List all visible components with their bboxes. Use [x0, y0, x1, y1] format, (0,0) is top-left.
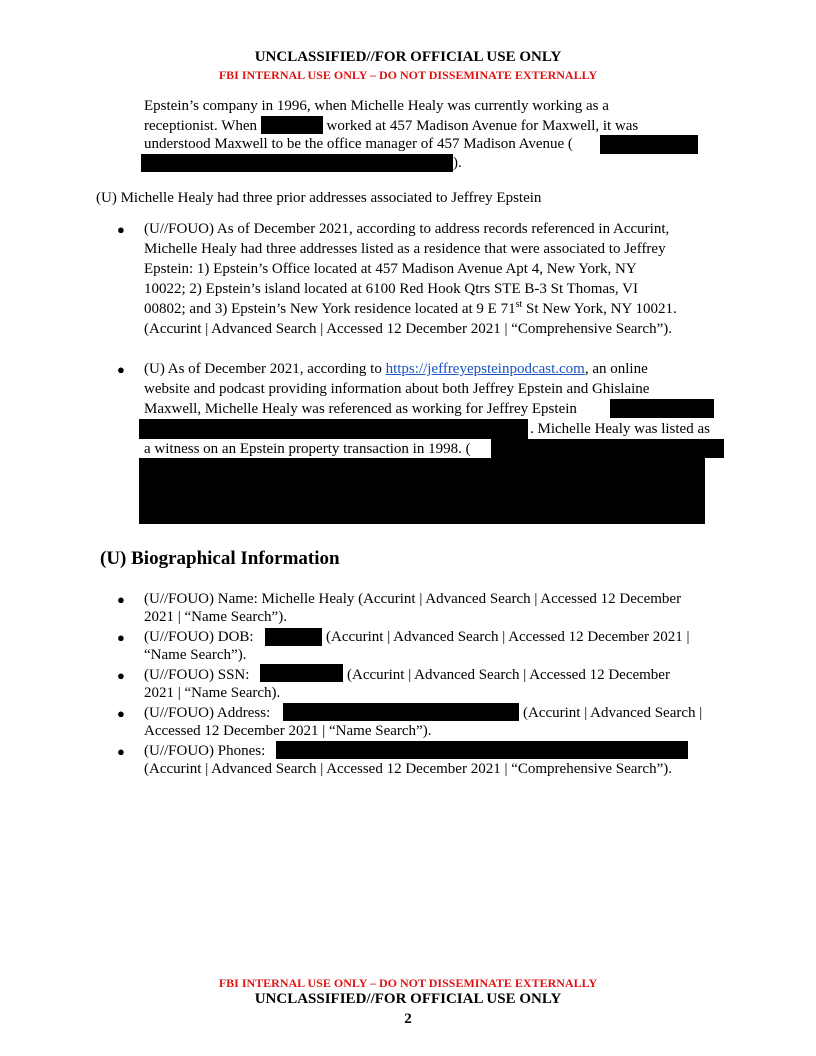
- header-classification: UNCLASSIFIED//FOR OFFICIAL USE ONLY: [254, 49, 562, 65]
- paragraph-text: 00802; and 3) Epstein’s New York residence located at 9 E 71: [144, 301, 516, 317]
- paragraph-text: understood Maxwell to be the office manager of 457 Madison Avenue (: [144, 136, 573, 152]
- field-label-ssn: (U//FOUO) SSN:: [144, 667, 250, 683]
- bullet-icon: ●: [117, 630, 125, 645]
- paragraph-line: 2021 | “Name Search”).: [144, 609, 287, 625]
- redaction-block: [265, 628, 322, 646]
- field-label-address: (U//FOUO) Address:: [144, 705, 271, 721]
- paragraph-line: 10022; 2) Epstein’s island located at 6100 Red Hook Qtrs STE B-3 St Thomas, VI: [144, 281, 638, 297]
- paragraph-line: [144, 300, 677, 319]
- paragraph-line: [144, 666, 249, 685]
- bullet-icon: ●: [117, 592, 125, 607]
- paragraph-line: Maxwell, Michelle Healy was referenced as working for Jeffrey Epstein: [144, 401, 577, 417]
- paragraph-line: website and podcast providing information about both Jeffrey Epstein and Ghislaine: [144, 381, 650, 397]
- footer-handling-caveat: FBI INTERNAL USE ONLY – DO NOT DISSEMINATE EXTERNALLY: [218, 976, 598, 990]
- page-number: 2: [404, 1011, 412, 1027]
- field-label-dob: (U//FOUO) DOB:: [144, 629, 254, 645]
- section-heading-biographical-information: (U) Biographical Information: [100, 548, 340, 569]
- paragraph-line: [144, 116, 638, 136]
- paragraph-line: (U//FOUO) Name: Michelle Healy (Accurint | Advanced Search | Accessed 12 December: [144, 591, 682, 607]
- paragraph-line: 2021 | “Name Search).: [144, 685, 281, 701]
- paragraph-line: Accessed 12 December 2021 | “Name Search”).: [144, 723, 432, 739]
- redaction-block: [283, 703, 519, 721]
- paragraph-line: [144, 742, 265, 761]
- bullet-icon: ●: [117, 362, 125, 377]
- redaction-block: [139, 458, 705, 524]
- header-handling-caveat: FBI INTERNAL USE ONLY – DO NOT DISSEMINATE EXTERNALLY: [218, 68, 598, 82]
- redaction-block: [139, 419, 528, 439]
- paragraph-line: a witness on an Epstein property transaction in 1998. (: [144, 441, 471, 457]
- paragraph-line: (U//FOUO) As of December 2021, according to address records referenced in Accurint,: [144, 221, 670, 237]
- paragraph-text: receptionist. When: [144, 118, 258, 134]
- bullet-icon: ●: [117, 706, 125, 721]
- paragraph-line: Epstein: 1) Epstein’s Office located at 457 Madison Avenue Apt 4, New York, NY: [144, 261, 637, 277]
- redaction-block: [610, 399, 714, 418]
- redaction-block: [600, 135, 698, 154]
- paragraph-line: [144, 704, 270, 723]
- paragraph-line: [144, 135, 573, 154]
- paragraph-text: (U) As of December 2021, according to: [144, 361, 386, 377]
- paragraph-line: . Michelle Healy was listed as: [530, 421, 710, 437]
- ordinal-suffix: st: [515, 299, 523, 310]
- paragraph-line: (Accurint | Advanced Search | Accessed 12 December 2021 | “Comprehensive Search”).: [144, 761, 672, 777]
- paragraph-text: St New York, NY 10021.: [522, 301, 677, 317]
- paragraph-text: worked at 457 Madison Avenue for Maxwell, it was: [326, 118, 639, 134]
- section-title-prior-addresses: (U) Michelle Healy had three prior addresses associated to Jeffrey Epstein: [96, 190, 542, 206]
- paragraph-line: (Accurint | Advanced Search | Accessed 12 December 2021 |: [326, 629, 690, 645]
- paragraph-line: Epstein’s company in 1996, when Michelle Healy was currently working as a: [144, 98, 609, 114]
- paragraph-text: , an online: [584, 361, 648, 377]
- paragraph-line: [144, 628, 254, 647]
- podcast-link[interactable]: https://jeffreyepsteinpodcast.com: [385, 361, 585, 377]
- redaction-block: [491, 439, 724, 458]
- paragraph-line: “Name Search”).: [144, 647, 247, 663]
- footer-classification: UNCLASSIFIED//FOR OFFICIAL USE ONLY: [254, 991, 562, 1007]
- redaction-block: [261, 116, 323, 134]
- paragraph-line: (Accurint | Advanced Search |: [523, 705, 703, 721]
- redaction-block: [260, 664, 343, 682]
- paragraph-line: (Accurint | Advanced Search | Accessed 12 December 2021 | “Comprehensive Search”).: [144, 321, 672, 337]
- paragraph-line: Michelle Healy had three addresses listed as a residence that were associated to Jeffrey: [144, 241, 666, 257]
- redaction-block: [276, 741, 688, 759]
- paragraph-line: ).: [453, 155, 462, 171]
- bullet-icon: ●: [117, 668, 125, 683]
- paragraph-line: (Accurint | Advanced Search | Accessed 12 December: [347, 667, 670, 683]
- field-label-phones: (U//FOUO) Phones:: [144, 743, 266, 759]
- bullet-icon: ●: [117, 744, 125, 759]
- redaction-block: [141, 154, 453, 172]
- bullet-icon: ●: [117, 222, 125, 237]
- paragraph-line: [144, 360, 648, 379]
